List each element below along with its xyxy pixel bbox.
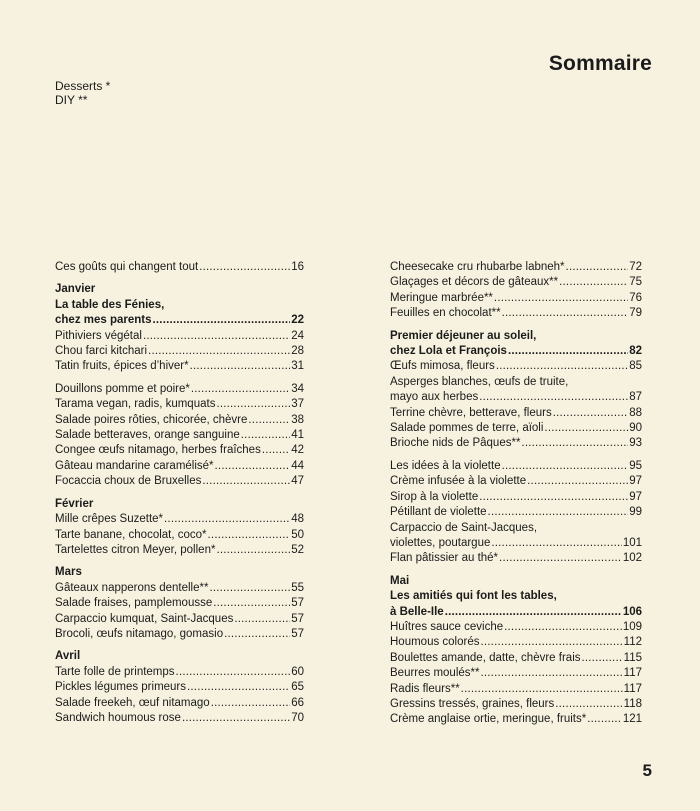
toc-entry-title: Tatin fruits, épices d’hiver* <box>55 360 189 373</box>
toc-entry[interactable] <box>390 536 642 551</box>
toc-entry[interactable] <box>390 260 642 275</box>
dot-leader <box>216 397 290 412</box>
toc-entry-page: 57 <box>291 597 304 610</box>
toc-entry[interactable] <box>55 596 304 611</box>
toc-entry[interactable] <box>390 697 642 712</box>
dot-leader <box>182 711 290 726</box>
toc-entry[interactable] <box>55 359 304 374</box>
toc-entry[interactable] <box>390 306 642 321</box>
toc-entry-page: 102 <box>622 552 642 565</box>
toc-entry-title: Chou farci kitchari <box>55 345 148 358</box>
toc-entry-page: 88 <box>629 406 642 419</box>
dot-leader <box>488 505 629 520</box>
toc-entry-title: Feuilles en chocolat** <box>390 307 501 320</box>
legend-diy: DIY ** <box>55 93 88 107</box>
toc-entry-continued: Premier déjeuner au soleil, <box>390 329 537 342</box>
toc-entry-title: Brocoli, œufs nitamago, gomasio <box>55 627 224 640</box>
toc-entry-page: 72 <box>629 261 642 273</box>
toc-entry-title: Tarte folle de printemps <box>55 665 175 678</box>
toc-entry-title: Glaçages et décors de gâteaux** <box>390 276 559 289</box>
toc-entry[interactable] <box>55 711 304 726</box>
toc-entry-page: 42 <box>291 444 304 457</box>
dot-leader <box>496 359 628 374</box>
toc-entry-page: 85 <box>629 360 642 373</box>
toc-entry-page: 24 <box>291 329 304 342</box>
toc-entry[interactable] <box>390 620 642 635</box>
toc-entry-page: 117 <box>623 682 642 695</box>
dot-leader <box>502 459 629 474</box>
toc-entry-title: chez Lola et François <box>390 345 507 358</box>
toc-entry[interactable] <box>55 382 304 397</box>
toc-entry-title: Salade betteraves, orange sanguine <box>55 429 240 442</box>
toc-entry-title: Sirop à la violette <box>390 490 479 503</box>
toc-entry[interactable] <box>55 474 304 489</box>
month-heading: Avril <box>55 650 81 663</box>
dot-leader <box>521 436 628 451</box>
toc-entry[interactable] <box>55 443 304 458</box>
dot-leader <box>164 512 290 527</box>
dot-leader <box>187 680 290 695</box>
toc-entry-page: 97 <box>629 490 642 503</box>
toc-left-column <box>55 260 304 726</box>
toc-entry-page: 118 <box>623 697 642 710</box>
toc-entry[interactable] <box>390 421 642 436</box>
dot-leader <box>209 581 290 596</box>
spacer <box>55 375 304 382</box>
dot-leader <box>208 528 291 543</box>
toc-entry-title: Œufs mimosa, fleurs <box>390 360 495 373</box>
toc-entry[interactable] <box>390 459 642 474</box>
toc-entry[interactable] <box>55 696 304 711</box>
toc-entry-page: 57 <box>291 627 304 640</box>
dot-leader <box>445 605 622 620</box>
dot-leader <box>508 344 628 359</box>
toc-entry-title: Mille crêpes Suzette* <box>55 513 164 526</box>
dot-leader <box>582 651 623 666</box>
toc-entry-title: Focaccia choux de Bruxelles <box>55 475 202 488</box>
dot-leader <box>234 612 290 627</box>
toc-entry-page: 101 <box>622 536 642 549</box>
toc-entry-title: Radis fleurs** <box>390 682 460 695</box>
toc-entry[interactable] <box>55 413 304 428</box>
toc-entry-title: Pétillant de violette <box>390 506 487 519</box>
toc-entry-title: Tarama vegan, radis, kumquats <box>55 398 216 411</box>
toc-entry-title: Boulettes amande, datte, chèvre frais <box>390 651 581 664</box>
dot-leader <box>494 291 628 306</box>
toc-entry[interactable] <box>55 581 304 596</box>
toc-entry[interactable] <box>55 612 304 627</box>
toc-entry-page: 115 <box>623 651 642 664</box>
toc-entry[interactable] <box>390 406 642 421</box>
toc-entry-page: 121 <box>622 713 642 726</box>
month-heading: Mars <box>55 566 82 579</box>
toc-entry-continued: Asperges blanches, œufs de truite, <box>390 375 569 388</box>
toc-entry-title: Beurres moulés** <box>390 667 480 680</box>
toc-entry-title: violettes, poutargue <box>390 536 491 549</box>
toc-entry-title: Sandwich houmous rose <box>55 711 181 724</box>
dot-leader <box>479 490 628 505</box>
toc-entry-page: 90 <box>629 422 642 435</box>
toc-entry[interactable] <box>55 528 304 543</box>
toc-entry-page: 70 <box>291 711 304 724</box>
toc-entry[interactable] <box>390 712 642 727</box>
toc-entry[interactable] <box>55 313 304 328</box>
toc-entry[interactable] <box>55 428 304 443</box>
toc-entry-page: 55 <box>291 581 304 594</box>
toc-entry-continued: Carpaccio de Saint-Jacques, <box>390 521 538 534</box>
toc-entry-page: 82 <box>629 345 642 358</box>
toc-entry-page: 41 <box>291 429 304 442</box>
dot-leader <box>461 682 623 697</box>
dot-leader <box>566 260 629 275</box>
dot-leader <box>502 306 629 321</box>
dot-leader <box>479 390 628 405</box>
toc-entry[interactable] <box>390 651 642 666</box>
toc-entry-page: 87 <box>629 391 642 404</box>
toc-entry[interactable] <box>390 551 642 566</box>
toc-entry-title: Crème anglaise ortie, meringue, fruits* <box>390 713 587 726</box>
toc-entry-title: Cheesecake cru rhubarbe labneh* <box>390 261 565 273</box>
toc-entry[interactable] <box>55 329 304 344</box>
toc-entry-page: 47 <box>291 475 304 488</box>
toc-entry-title: Houmous colorés <box>390 636 480 649</box>
dot-leader <box>213 596 290 611</box>
toc-entry[interactable] <box>390 275 642 290</box>
toc-entry-title: mayo aux herbes <box>390 391 479 404</box>
toc-entry-page: 34 <box>291 382 304 395</box>
toc-entry[interactable] <box>390 666 642 681</box>
dot-leader <box>202 474 290 489</box>
toc-entry-title: Ces goûts qui changent tout <box>55 261 199 273</box>
toc-entry-page: 106 <box>622 605 642 618</box>
dot-leader <box>480 635 622 650</box>
toc-entry-page: 95 <box>629 459 642 472</box>
dot-leader <box>553 406 628 421</box>
toc-entry[interactable] <box>390 390 642 405</box>
toc-entry[interactable] <box>390 474 642 489</box>
dot-leader <box>491 536 621 551</box>
month-heading: Février <box>55 497 94 510</box>
toc-entry-title: Salade pommes de terre, aïoli <box>390 422 544 435</box>
toc-right-column <box>390 260 642 728</box>
toc-entry[interactable] <box>390 436 642 451</box>
toc-entry-page: 16 <box>291 261 304 273</box>
dot-leader <box>262 443 290 458</box>
spacer <box>390 322 642 329</box>
toc-entry[interactable] <box>55 665 304 680</box>
toc-entry-title: Congee œufs nitamago, herbes fraîches <box>55 444 261 457</box>
toc-entry-title: Flan pâtissier au thé* <box>390 552 499 565</box>
toc-entry[interactable] <box>55 260 304 275</box>
toc-entry[interactable] <box>390 605 642 620</box>
toc-entry-page: 99 <box>629 506 642 519</box>
toc-entry[interactable] <box>55 459 304 474</box>
dot-leader <box>211 696 291 711</box>
toc-entry-page: 38 <box>291 413 304 426</box>
toc-entry-page: 48 <box>291 513 304 526</box>
toc-entry-title: Les idées à la violette <box>390 459 501 472</box>
toc-entry[interactable] <box>390 344 642 359</box>
dot-leader <box>216 543 290 558</box>
toc-entry-page: 44 <box>291 459 304 472</box>
dot-leader <box>248 413 290 428</box>
toc-entry-title: Terrine chèvre, betterave, fleurs <box>390 406 552 419</box>
dot-leader <box>587 712 622 727</box>
toc-entry-page: 28 <box>291 345 304 358</box>
toc-entry-title: chez mes parents <box>55 314 152 327</box>
page-title: Sommaire <box>548 52 652 75</box>
legend-desserts: Desserts * <box>55 79 111 93</box>
dot-leader <box>499 551 622 566</box>
toc-entry[interactable] <box>390 490 642 505</box>
toc-entry-title: Pickles légumes primeurs <box>55 681 187 694</box>
dot-leader <box>241 428 290 443</box>
spacer <box>390 452 642 459</box>
toc-entry-title: Salade poires rôties, chicorée, chèvre <box>55 413 248 426</box>
toc-entry-page: 52 <box>291 543 304 556</box>
dot-leader <box>559 275 628 290</box>
dot-leader <box>148 344 290 359</box>
toc-entry[interactable] <box>55 680 304 695</box>
toc-entry-page: 76 <box>629 291 642 304</box>
dot-leader <box>153 313 291 328</box>
toc-entry[interactable] <box>55 512 304 527</box>
dot-leader <box>190 359 291 374</box>
toc-entry-page: 37 <box>291 398 304 411</box>
toc-entry[interactable] <box>390 505 642 520</box>
toc-entry-page: 75 <box>629 276 642 289</box>
toc-entry-page: 79 <box>629 307 642 320</box>
toc-entry[interactable] <box>55 397 304 412</box>
toc-entry-title: Salade fraises, pamplemousse <box>55 597 213 610</box>
toc-entry[interactable] <box>390 359 642 374</box>
dot-leader <box>544 421 628 436</box>
dot-leader <box>215 459 291 474</box>
toc-entry[interactable] <box>390 291 642 306</box>
toc-entry-title: Brioche nids de Pâques** <box>390 437 521 450</box>
legend <box>55 79 110 107</box>
page-number: 5 <box>642 761 652 780</box>
dot-leader <box>199 260 290 275</box>
toc-entry-title: Meringue marbrée** <box>390 291 493 304</box>
toc-entry-title: Gâteau mandarine caramélisé* <box>55 459 214 472</box>
toc-entry-page: 66 <box>291 696 304 709</box>
toc-entry-page: 57 <box>291 612 304 625</box>
toc-entry-title: Crème infusée à la violette <box>390 475 527 488</box>
toc-entry-page: 31 <box>291 360 304 373</box>
month-heading: Janvier <box>55 283 96 296</box>
toc-entry-title: Pithiviers végétal <box>55 329 142 342</box>
toc-entry-page: 60 <box>291 665 304 678</box>
toc-entry-continued: Les amitiés qui font les tables, <box>390 590 557 603</box>
toc-entry-title: Carpaccio kumquat, Saint-Jacques <box>55 612 234 625</box>
dot-leader <box>176 665 291 680</box>
toc-entry-page: 93 <box>629 437 642 450</box>
dot-leader <box>143 329 290 344</box>
dot-leader <box>527 474 628 489</box>
toc-entry[interactable] <box>55 627 304 642</box>
toc-entry-title: Gressins tressés, graines, fleurs <box>390 697 555 710</box>
dot-leader <box>555 697 622 712</box>
month-heading: Mai <box>390 574 410 587</box>
toc-entry-continued: La table des Fénies, <box>55 298 165 311</box>
toc-entry[interactable] <box>390 682 642 697</box>
toc-entry-title: Tartelettes citron Meyer, pollen* <box>55 543 216 556</box>
dot-leader <box>224 627 290 642</box>
toc-entry-page: 97 <box>629 475 642 488</box>
toc-entry-title: Douillons pomme et poire* <box>55 382 190 395</box>
toc-entry-page: 112 <box>623 636 642 649</box>
dot-leader <box>480 666 622 681</box>
toc-entry[interactable] <box>55 344 304 359</box>
toc-entry-page: 117 <box>623 667 642 680</box>
dot-leader <box>191 382 290 397</box>
toc-entry-page: 109 <box>622 620 642 633</box>
dot-leader <box>504 620 622 635</box>
toc-entry-title: Salade freekeh, œuf nitamago <box>55 696 210 709</box>
toc-entry[interactable] <box>390 635 642 650</box>
toc-entry-title: à Belle-Ile <box>390 605 444 618</box>
toc-entry-title: Tarte banane, chocolat, coco* <box>55 528 207 541</box>
toc-entry-page: 50 <box>291 528 304 541</box>
toc-entry-page: 65 <box>291 681 304 694</box>
toc-entry[interactable] <box>55 543 304 558</box>
toc-entry-title: Huîtres sauce ceviche <box>390 620 504 633</box>
toc-entry-page: 22 <box>291 314 304 327</box>
toc-entry-title: Gâteaux napperons dentelle** <box>55 581 209 594</box>
